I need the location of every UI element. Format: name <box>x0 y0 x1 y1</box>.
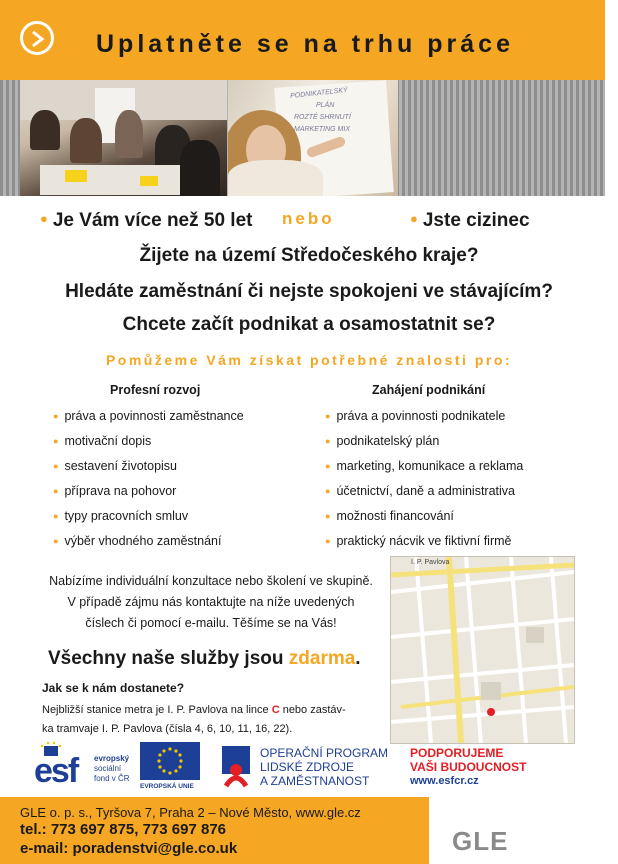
map-label: I. P. Pavlova <box>411 559 450 566</box>
esfcr-link[interactable]: www.esfcr.cz <box>410 775 479 787</box>
list-item: ● možnosti financování <box>325 509 454 523</box>
column-heading-business: Zahájení podnikání <box>372 383 486 397</box>
list-item: ● podnikatelský plán <box>325 434 440 448</box>
op-lzz-logo: OPERAČNÍ PROGRAM LIDSKÉ ZDROJE A ZAMĚSTNANOST <box>218 740 398 792</box>
list-item: ● práva a povinnosti zaměstnance <box>53 409 244 423</box>
board-text: PODNIKATELSKÝ <box>289 86 349 101</box>
bullet-icon: ● <box>325 486 331 496</box>
question-foreigner-text: Jste cizinec <box>422 210 530 231</box>
eu-flag-icon <box>140 742 200 780</box>
consultation-text <box>36 571 386 634</box>
location-map[interactable] <box>390 556 575 744</box>
business-list <box>325 408 523 558</box>
list-item: ● příprava na pohovor <box>53 484 177 498</box>
connector-or: nebo <box>282 209 335 228</box>
list-item: ● typy pracovních smluv <box>53 509 189 523</box>
board-text: MARKETING MIX <box>294 126 351 133</box>
consult-line: Nabízíme individuální konzultace nebo školení ve skupině. <box>49 574 373 588</box>
footer-email[interactable]: e-mail: poradenstvi@gle.co.uk <box>20 840 238 857</box>
bullet-icon: ● <box>53 436 59 446</box>
bullet-icon: ● <box>325 411 331 421</box>
bullet-icon: ● <box>325 436 331 446</box>
map-graphic <box>391 557 574 743</box>
esf-wordmark: esf <box>34 752 78 790</box>
free-highlight: zdarma <box>288 648 356 669</box>
directions-heading: Jak se k nám dostanete? <box>42 681 185 695</box>
question-job: Hledáte zaměstnání či nejste spokojeni ve stávajícím? <box>65 281 553 302</box>
bullet-icon: ● <box>40 211 48 226</box>
footer-contact <box>0 797 429 864</box>
chevron-right-circle-icon <box>20 21 54 55</box>
board-text: ROZTÉ SHRNUTÍ <box>294 114 351 121</box>
question-foreigner <box>410 210 530 232</box>
column-heading-career: Profesní rozvoj <box>110 383 201 397</box>
consult-line: V případě zájmu nás kontaktujte na níže uvedených <box>67 595 355 609</box>
footer-address: GLE o. p. s., Tyršova 7, Praha 2 – Nové Město, www.gle.cz <box>20 805 361 820</box>
eu-logo <box>140 740 202 792</box>
list-item: ● práva a povinnosti podnikatele <box>325 409 506 423</box>
directions-text: Nejbližší stanice metra je I. P. Pavlova na lince C nebo zastáv- ka tramvaje I. P. Pavlova (čísla 4, 6, 10, 11, 16, 22). <box>42 704 346 735</box>
list-item: ● sestavení životopisu <box>53 459 177 473</box>
list-item: ● praktický nácvik ve fiktivní firmě <box>325 534 512 548</box>
board-text: PLÁN <box>316 102 335 109</box>
list-item: ● motivační dopis <box>53 434 152 448</box>
bullet-icon: ● <box>325 461 331 471</box>
help-heading: Pomůžeme Vám získat potřebné znalosti pro: <box>105 352 513 368</box>
esf-logo: esf evropský sociální fond v ČR <box>34 740 136 792</box>
support-slogan: PODPORUJEME VAŠI BUDOUCNOST www.esfcr.cz <box>410 746 527 787</box>
consult-line: číslech či pomocí e-mailu. Těšíme se na Vás! <box>85 616 337 630</box>
bullet-icon: ● <box>53 461 59 471</box>
op-lzz-icon <box>218 742 254 790</box>
list-item: ● výběr vhodného zaměstnání <box>53 534 222 548</box>
footer-phone[interactable]: tel.: 773 697 875, 773 697 876 <box>20 821 227 838</box>
bullet-icon: ● <box>53 511 59 521</box>
workshop-photo <box>20 80 227 196</box>
bullet-icon: ● <box>410 211 418 226</box>
question-age <box>40 210 252 232</box>
career-list <box>53 408 244 558</box>
flipchart-photo <box>228 80 398 196</box>
gle-logo: GLE <box>452 826 509 856</box>
bullet-icon: ● <box>325 511 331 521</box>
eu-label: EVROPSKÁ UNIE <box>140 783 194 790</box>
metro-line-c: C <box>271 704 280 716</box>
bullet-icon: ● <box>53 411 59 421</box>
list-item: ● marketing, komunikace a reklama <box>325 459 524 473</box>
bullet-icon: ● <box>325 536 331 546</box>
list-item: ● účetnictví, daně a administrativa <box>325 484 516 498</box>
bullet-icon: ● <box>53 536 59 546</box>
question-age-text: Je Vám více než 50 let <box>52 210 253 231</box>
page-title: Uplatněte se na trhu práce <box>96 30 514 58</box>
free-services-banner: Všechny naše služby jsou zdarma. <box>48 648 361 669</box>
question-region: Žijete na území Středočeského kraje? <box>139 245 479 266</box>
question-business: Chcete začít podnikat a osamostatnit se? <box>122 314 496 335</box>
bullet-icon: ● <box>53 486 59 496</box>
header-banner <box>0 0 605 80</box>
